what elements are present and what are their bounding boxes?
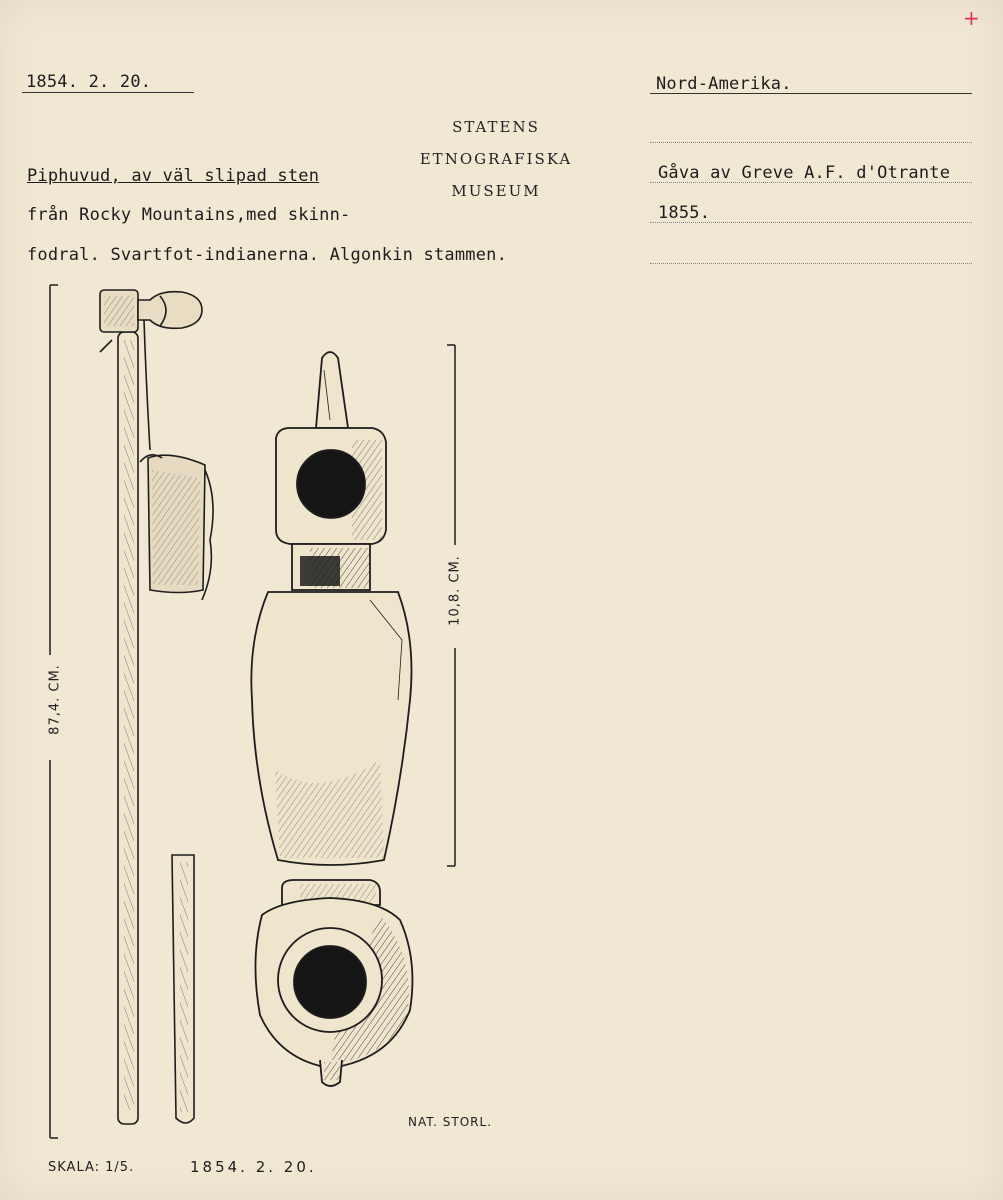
scale-label: SKALA: 1/5. (48, 1160, 135, 1175)
pipe-bowl-side-view (251, 352, 411, 865)
provenance-line2: 1855. (658, 203, 711, 223)
natural-size-label: NAT. STORL. (408, 1115, 493, 1129)
pipe-stem-drawing (100, 290, 213, 1124)
pipe-bowl-front-view (255, 880, 412, 1086)
pipe-length-label: 87,4. CM. (47, 664, 63, 735)
museum-stamp-line3: MUSEUM (451, 182, 541, 200)
catalog-number: 1854. 2. 20. (26, 72, 152, 92)
description-line3: fodral. Svartfot-indianerna. Algonkin stammen. (27, 245, 508, 265)
red-plus-mark: + (963, 6, 980, 30)
bowl-height-label: 10,8. CM. (447, 555, 463, 626)
provenance-line1: Gåva av Greve A.F. d'Otrante (658, 163, 951, 183)
footer-catalog-number: 1854. 2. 20. (190, 1158, 317, 1176)
description-line1: Piphuvud, av väl slipad sten (27, 166, 320, 186)
museum-stamp-line2: ETNOGRAFISKA (419, 150, 573, 168)
description-line2: från Rocky Mountains,med skinn- (27, 205, 351, 225)
region-label: Nord-Amerika. (656, 74, 792, 94)
stem-fragment-drawing (172, 855, 194, 1123)
museum-stamp-line1: STATENS (452, 118, 540, 136)
